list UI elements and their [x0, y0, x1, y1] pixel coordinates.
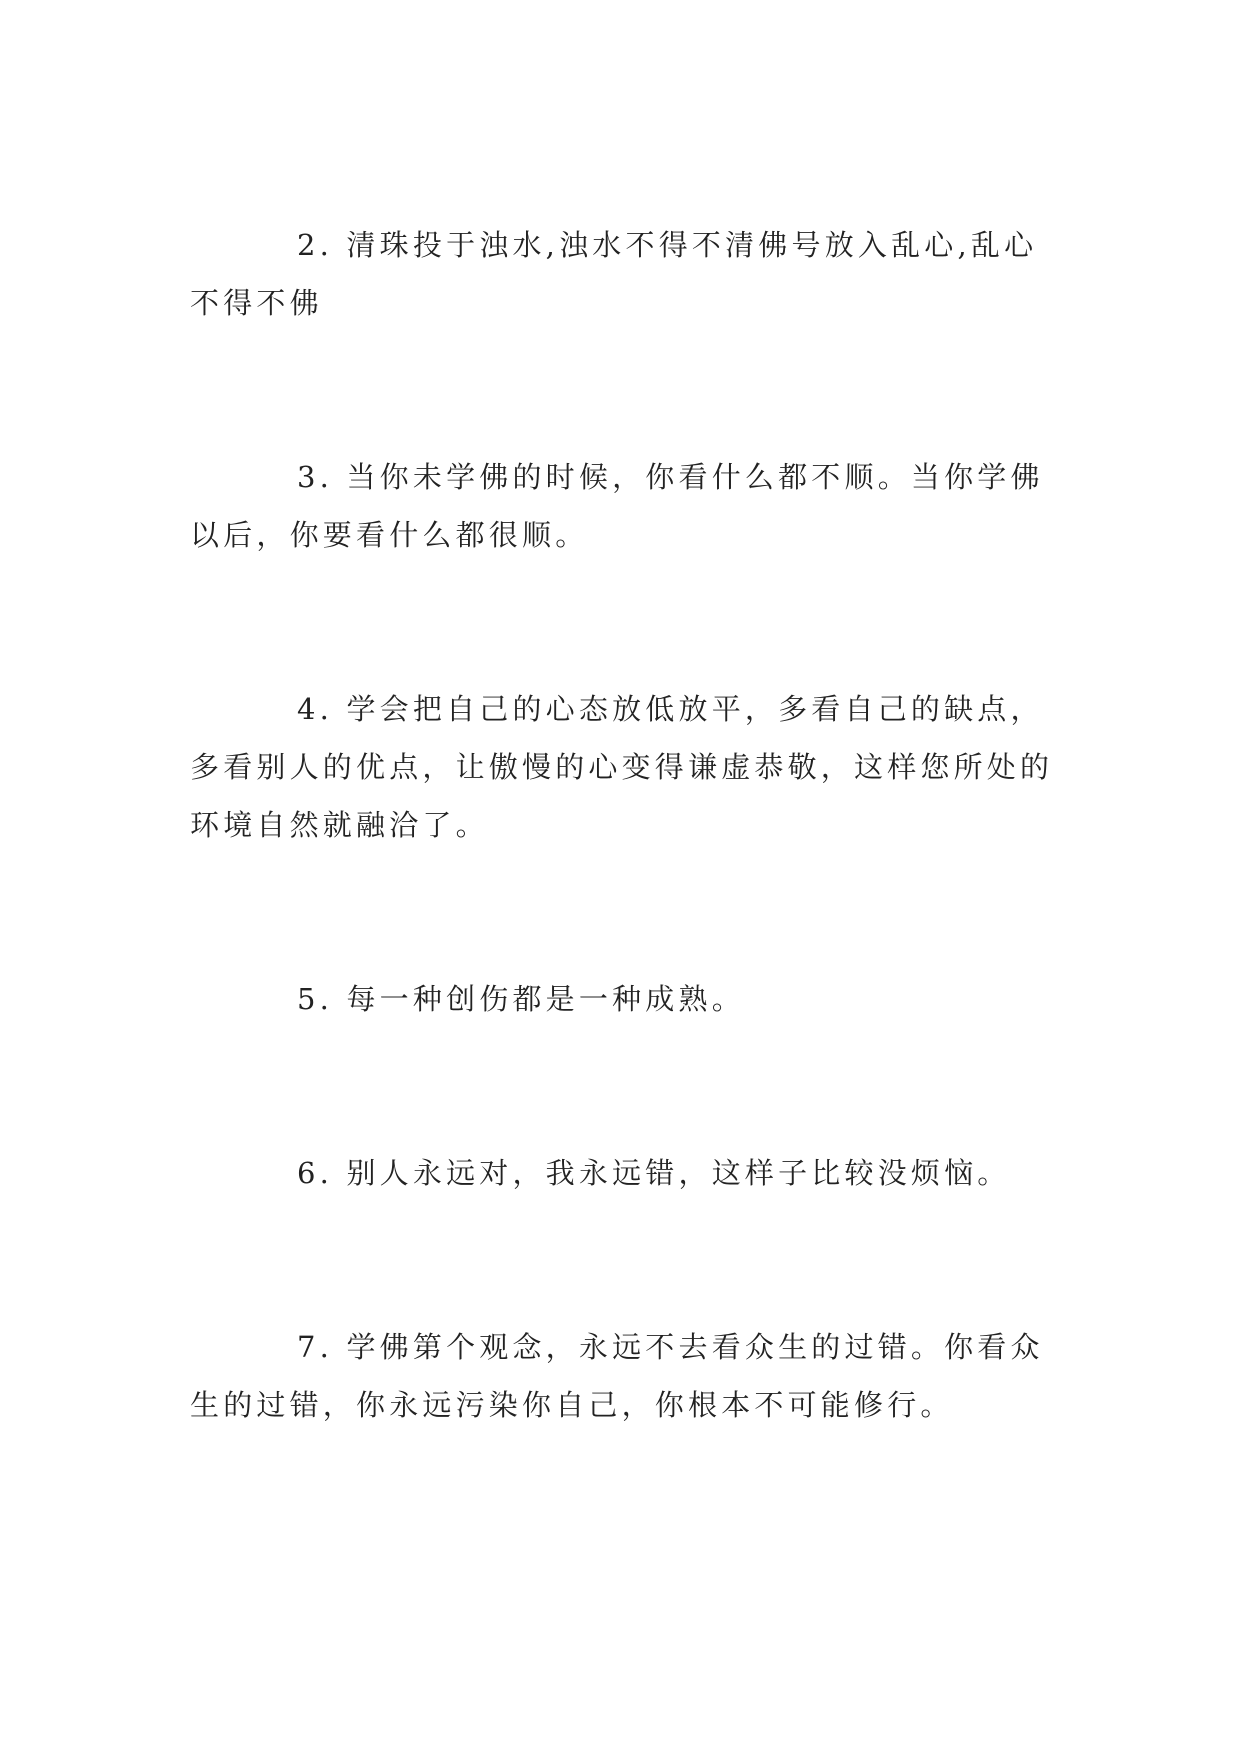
paragraph-5: 5. 每一种创伤都是一种成熟。	[297, 982, 745, 1016]
paragraph-7: 7. 学佛第个观念，永远不去看众生的过错。你看众生的过错，你永远污染你自己，你根本不可能修行。	[190, 1330, 1044, 1422]
paragraph-4: 4. 学会把自己的心态放低放平，多看自己的缺点，多看别人的优点，让傲慢的心变得谦虚恭敬，这样您所处的环境自然就融洽了。	[190, 692, 1054, 842]
paragraph-6: 6. 别人永远对，我永远错，这样子比较没烦恼。	[297, 1156, 1011, 1190]
paragraph-3: 3. 当你未学佛的时候，你看什么都不顺。当你学佛以后，你要看什么都很顺。	[190, 460, 1044, 552]
paragraph-2: 2. 清珠投于浊水,浊水不得不清佛号放入乱心,乱心不得不佛	[190, 228, 1038, 320]
